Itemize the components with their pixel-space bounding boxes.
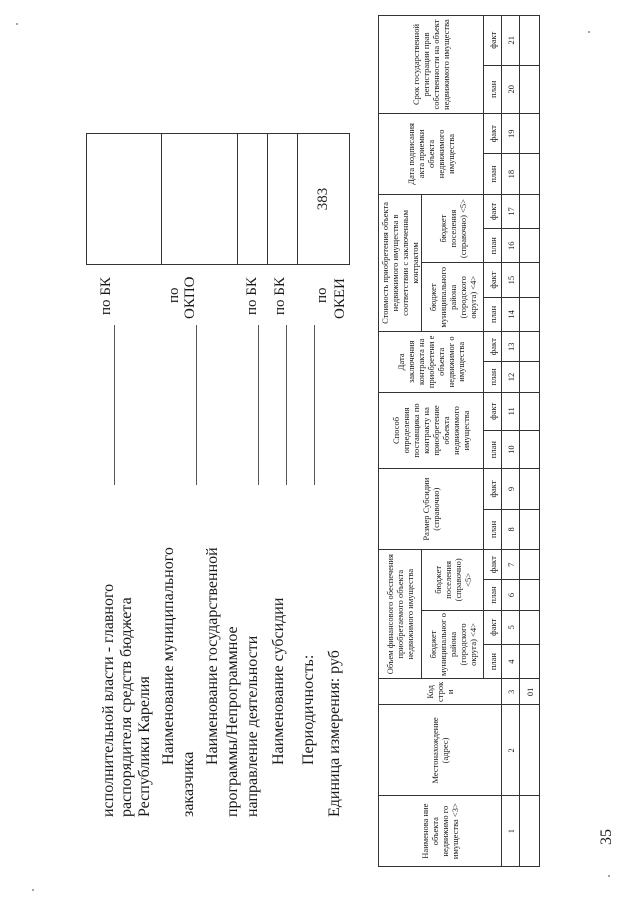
header-contract-date: Дата заключения контракта на приобретени е объекта недвижимог о имущества (379, 332, 484, 393)
column-number: 21 (502, 16, 520, 66)
column-number: 3 (502, 679, 520, 705)
column-number: 4 (502, 644, 520, 678)
fact-header: факт (484, 263, 502, 297)
column-number: 10 (502, 430, 520, 468)
column-number: 16 (502, 229, 520, 263)
column-number: 5 (502, 610, 520, 644)
header-line: Наименование субсидии (270, 597, 287, 765)
cell (520, 705, 540, 796)
code-label: ОКЕИ (332, 278, 348, 319)
cell (520, 469, 540, 509)
column-number: 15 (502, 263, 520, 297)
fact-header: факт (484, 392, 502, 430)
code-label: по (314, 287, 330, 303)
code-label: по БК (98, 277, 114, 315)
column-number: 9 (502, 469, 520, 509)
cell (520, 332, 540, 362)
cell (520, 580, 540, 610)
scan-speck (32, 889, 34, 891)
fact-header: факт (484, 469, 502, 509)
page-number: 35 (598, 829, 615, 845)
header-line: заказчика (180, 751, 197, 817)
data-table (378, 15, 540, 867)
header-mun-cost: бюджет муниципального района (городского округа) <4> (422, 263, 484, 332)
header-line: Единица измерения: руб (326, 650, 343, 817)
plan-header: план (484, 430, 502, 468)
header-subsidy: Размер Субсидии (справочно) (379, 469, 484, 550)
cell (520, 644, 540, 678)
column-number: 13 (502, 332, 520, 362)
okei-value: 383 (314, 187, 331, 211)
cell (520, 16, 540, 66)
plan-header: план (484, 297, 502, 331)
header-line: распорядителя средств бюджета (118, 597, 135, 817)
fact-header: факт (484, 114, 502, 154)
header-object-name: Наименова ние объекта недвижимо го имущества <3> (379, 796, 502, 867)
header-registration: Срок государственной регистрации прав собственности на объект недвижимого имущества (379, 16, 484, 114)
plan-header: план (484, 65, 502, 113)
fill-line (114, 325, 115, 485)
fact-header: факт (484, 332, 502, 362)
scan-speck (608, 875, 610, 877)
header-line: Наименование муниципального (160, 547, 177, 765)
cell (520, 229, 540, 263)
cell (520, 430, 540, 468)
cell (520, 65, 540, 113)
column-number: 2 (502, 705, 520, 796)
code-label: по (166, 287, 182, 303)
cell (520, 114, 540, 154)
header-line: программы/Непрограммное (224, 626, 241, 817)
cell (520, 154, 540, 194)
cell (520, 194, 540, 228)
header-pos-cost: бюджет поселения (справочно) <5> (422, 194, 484, 263)
column-number: 19 (502, 114, 520, 154)
fact-header: факт (484, 194, 502, 228)
fact-header: факт (484, 550, 502, 580)
column-number: 20 (502, 65, 520, 113)
fact-header: факт (484, 16, 502, 66)
header-line: направление деятельности (244, 635, 261, 817)
plan-header: план (484, 644, 502, 678)
cell (520, 392, 540, 430)
code-cell (161, 134, 238, 264)
header-line: Наименование государственной (204, 547, 221, 765)
column-number: 7 (502, 550, 520, 580)
column-number: 14 (502, 297, 520, 331)
code-cell (267, 134, 298, 264)
column-number-row (502, 16, 520, 867)
header-mun-finance: бюджет муниципальног о района (городского округа) <4> (422, 610, 484, 679)
plan-header: план (484, 509, 502, 549)
column-number: 8 (502, 509, 520, 549)
column-number: 12 (502, 362, 520, 392)
header-act-date: Дата подписания акта приемки объекта недвижимого имущества (379, 114, 484, 195)
fill-line (314, 325, 315, 485)
column-number: 18 (502, 154, 520, 194)
header-method: Способ определения поставщика по контракту на приобретение объекта недвижимого имущества (379, 392, 484, 469)
code-label: по БК (272, 277, 288, 315)
header-line: Периодичность: (300, 654, 317, 765)
cell (520, 550, 540, 580)
plan-header: план (484, 154, 502, 194)
header-line: исполнительной власти - главного (100, 583, 117, 817)
cell (520, 796, 540, 867)
cell (520, 263, 540, 297)
cell (520, 509, 540, 549)
column-number: 6 (502, 580, 520, 610)
column-number: 17 (502, 194, 520, 228)
code-cell (237, 134, 268, 264)
okei-cell (297, 134, 349, 264)
row-code-cell: 01 (520, 679, 540, 705)
code-label: по БК (244, 277, 260, 315)
scan-speck (16, 23, 18, 25)
plan-header: план (484, 580, 502, 610)
plan-header: план (484, 362, 502, 392)
fill-line (286, 325, 287, 485)
header-pos-finance: бюджет поселения (справочно) <5> (422, 550, 484, 611)
plan-header: план (484, 229, 502, 263)
scan-speck (588, 31, 590, 33)
code-cell (87, 134, 162, 264)
column-number: 1 (502, 796, 520, 867)
header-row-code: Код строк и (379, 679, 502, 705)
cell (520, 297, 540, 331)
header-line: Республики Карелия (136, 676, 153, 817)
header-finance: Объем финансового обеспечения приобретаемого объекта недвижимого имущества (379, 550, 422, 679)
column-number: 11 (502, 392, 520, 430)
code-box (86, 133, 350, 265)
fill-line (258, 325, 259, 485)
fact-header: факт (484, 610, 502, 644)
header-cost: Стоимость приобретения объекта недвижимого имущества в соответствии с заключенным контрактом (379, 194, 422, 331)
fill-line (196, 325, 197, 485)
table-row (520, 16, 540, 867)
code-label: ОКПО (182, 276, 198, 319)
cell (520, 610, 540, 644)
cell (520, 362, 540, 392)
header-location: Местонахождение (адрес) (379, 705, 502, 796)
